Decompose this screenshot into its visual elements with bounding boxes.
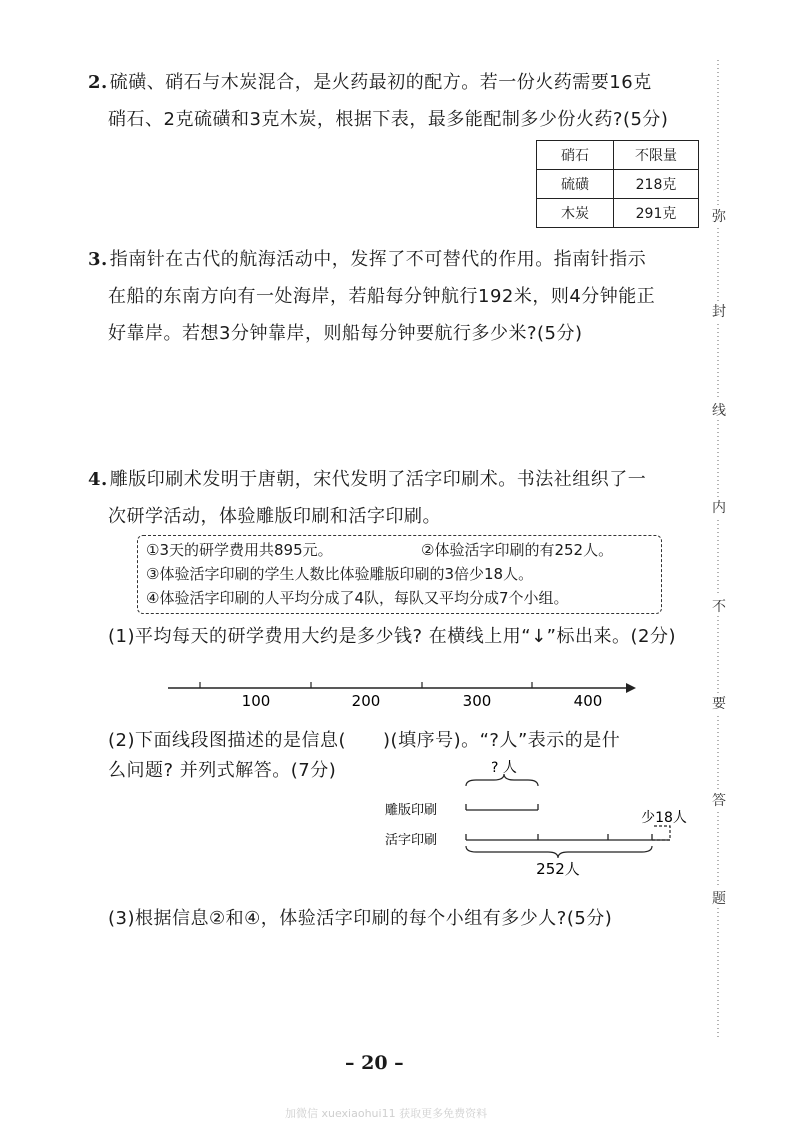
diagram-row-label: 雕版印刷: [384, 803, 437, 818]
number-line-label: 300: [462, 692, 492, 710]
diagram-row-label: 活字印刷: [384, 833, 437, 848]
diagram-unknown-label: ? 人: [491, 760, 517, 776]
sub-question-2-line-2: 么问题? 并列式解答。(7分): [108, 760, 337, 781]
info-3: ③体验活字印刷的学生人数比体验雕版印刷的3倍少18人。: [146, 565, 534, 583]
question-4-text-2: 次研学活动，体验雕版印刷和活字印刷。: [108, 506, 441, 527]
number-line-label: 200: [351, 692, 381, 710]
number-line: [168, 682, 636, 710]
number-line-label: 400: [573, 692, 603, 710]
table-row: [537, 141, 699, 170]
diagram-less-label: 少18人: [641, 810, 687, 826]
diagram-less-extension: [652, 826, 670, 840]
diagram-total-brace: [466, 846, 652, 858]
number-line-arrow: [626, 683, 636, 693]
sub-question-1: (1)平均每天的研学费用大约是多少钱? 在横线上用“↓”标出来。(2分): [108, 626, 676, 647]
question-3-text-3: 好靠岸。若想3分钟靠岸，则船每分钟要航行多少米?(5分): [108, 323, 583, 344]
question-4-line-1: [88, 461, 708, 498]
table-cell: 291克: [614, 199, 699, 228]
question-4-text-1: 雕版印刷术发明于唐朝，宋代发明了活字印刷术。书法社组织了一: [109, 469, 647, 490]
question-2: [88, 64, 708, 138]
table-cell: 硝石: [537, 141, 614, 170]
question-2-number: 2.: [88, 72, 108, 93]
question-2-text-2: 硝石、2克硫磺和3克木炭，根据下表，最多能配制多少份火药?(5分): [108, 109, 669, 130]
seal-char: 要: [712, 693, 726, 713]
question-2-line-1: [88, 64, 708, 101]
diagram-total-label: 252人: [536, 860, 580, 878]
question-3: [88, 241, 708, 352]
diagram-unknown-brace: [466, 774, 538, 786]
question-3-text-1: 指南针在古代的航海活动中，发挥了不可替代的作用。指南针指示: [109, 249, 647, 270]
info-4: ④体验活字印刷的人平均分成了4队，每队又平均分成7个小组。: [146, 589, 569, 607]
sub-question-3: (3)根据信息②和④，体验活字印刷的每个小组有多少人?(5分): [108, 908, 613, 929]
info-2: ②体验活字印刷的有252人。: [421, 541, 614, 559]
table-row: [537, 199, 699, 228]
page-number: – 20 –: [345, 1052, 404, 1074]
table-cell: 218克: [614, 170, 699, 199]
number-line-label: 100: [241, 692, 271, 710]
seal-char: 题: [712, 888, 726, 908]
segment-diagram: [385, 760, 687, 878]
table-cell: 木炭: [537, 199, 614, 228]
info-box: [137, 535, 662, 614]
seal-char: 答: [712, 790, 726, 810]
question-4-number: 4.: [88, 469, 108, 490]
question-3-text-2: 在船的东南方向有一处海岸，若船每分钟航行192米，则4分钟能正: [108, 286, 656, 307]
table-cell: 硫磺: [537, 170, 614, 199]
sub-question-2-line-1: (2)下面线段图描述的是信息( )(填序号)。“?人”表示的是什: [108, 730, 621, 751]
question-2-text-1: 硫磺、硝石与木炭混合，是火药最初的配方。若一份火药需要16克: [109, 72, 652, 93]
table-row: [537, 170, 699, 199]
seal-char: 不: [712, 596, 726, 616]
material-table: [536, 140, 699, 228]
question-4: [88, 461, 708, 535]
seal-char: 线: [712, 400, 726, 420]
question-3-number: 3.: [88, 249, 108, 270]
seal-char: 内: [712, 497, 726, 517]
watermark: 加微信 xuexiaohui11 获取更多免费资料: [285, 1107, 488, 1120]
table-cell: 不限量: [614, 141, 699, 170]
info-1: ①3天的研学费用共895元。: [146, 541, 333, 559]
seal-char: 弥: [712, 206, 726, 226]
question-3-line-1: [88, 241, 708, 278]
seal-char: 封: [712, 301, 726, 321]
